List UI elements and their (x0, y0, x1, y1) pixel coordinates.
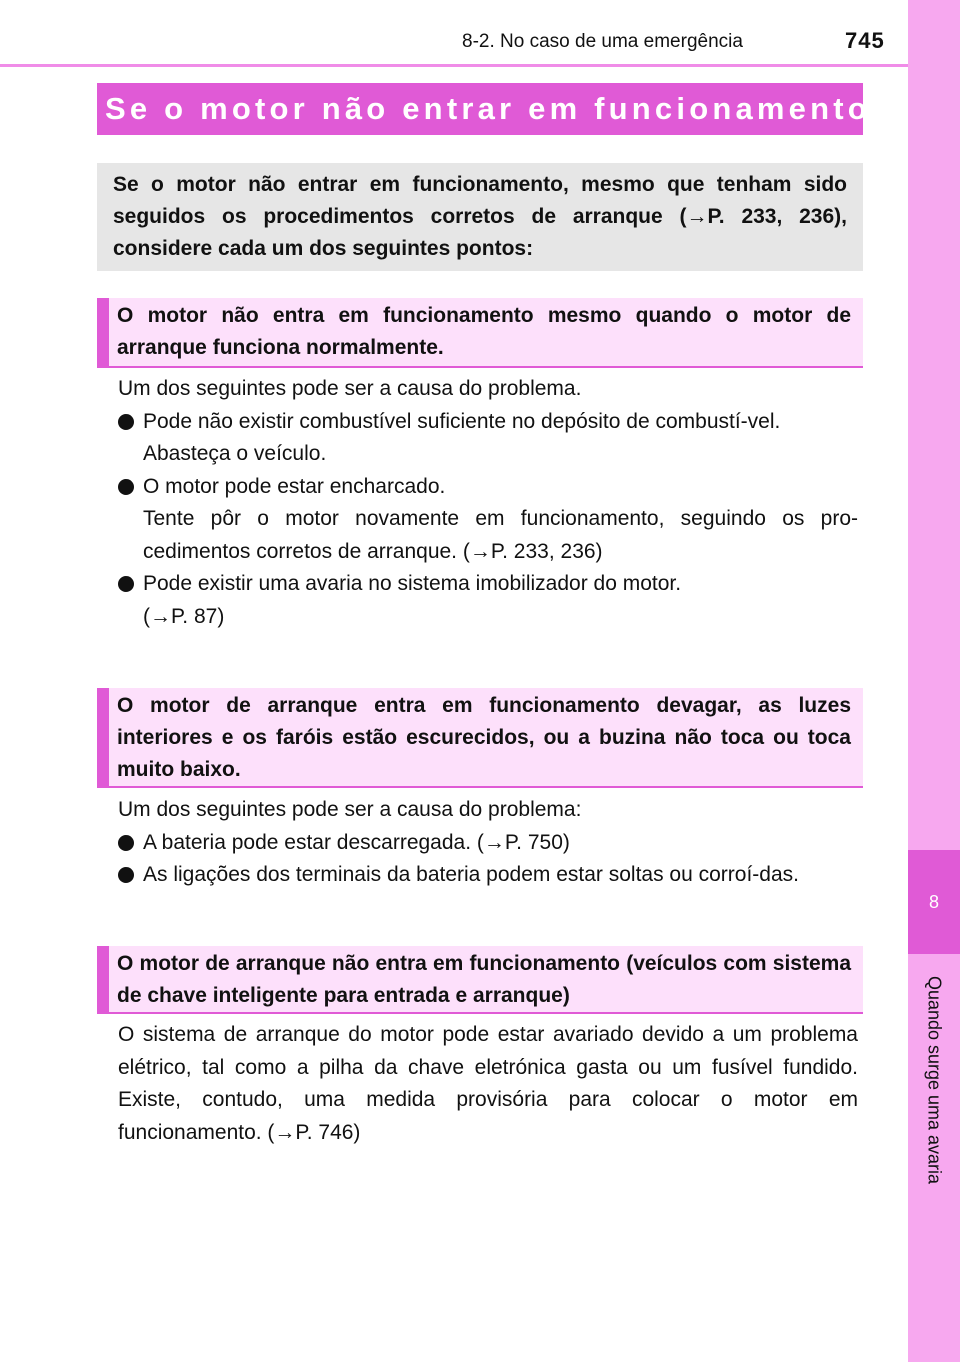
header-divider (0, 64, 908, 67)
bullet-icon (118, 576, 134, 592)
section-2-heading: O motor de arranque entra em funcionamento devagar, as luzes interiores e os faróis estão escurecidos, ou a buzina não toca ou toca muito baixo. (97, 688, 863, 788)
list-item: A bateria pode estar descarregada. (→P. 750) (118, 827, 858, 860)
page-title: Se o motor não entrar em funcionamento (97, 83, 863, 135)
chapter-number-tab: 8 (908, 850, 960, 954)
section-3-paragraph: O sistema de arranque do motor pode estar avariado devido a um problema elétrico, tal como a pilha da chave eletrónica gasta ou um fusível fundido. Existe, contudo, uma medida provisória para colocar o motor em funcionamento. (→P. 746) (118, 1023, 858, 1144)
section-3-heading: O motor de arranque não entra em funcionamento (veículos com sistema de chave inteligente para entrada e arranque) (97, 946, 863, 1014)
bullet-icon (118, 479, 134, 495)
chapter-label: Quando surge uma avaria (924, 975, 945, 1185)
list-item: O motor pode estar encharcado. Tente pôr o motor novamente em funcionamento, seguindo os pro-cedimentos corretos de arranque. (→P. 233, 236) (118, 471, 858, 569)
section-1-body (118, 373, 858, 633)
bullet-icon (118, 835, 134, 851)
bullet-icon (118, 867, 134, 883)
section-3-body (118, 1019, 858, 1149)
section-2-body (118, 794, 858, 892)
section-1-heading: O motor não entra em funcionamento mesmo quando o motor de arranque funciona normalmente. (97, 298, 863, 368)
list-item: As ligações dos terminais da bateria podem estar soltas ou corroí-das. (118, 859, 858, 892)
section-1-lead: Um dos seguintes pode ser a causa do problema. (118, 377, 582, 400)
section-2-lead: Um dos seguintes pode ser a causa do problema: (118, 798, 582, 821)
page-number: 745 (845, 28, 885, 53)
list-item: Pode existir uma avaria no sistema imobilizador do motor. (→P. 87) (118, 568, 858, 633)
bullet-icon (118, 414, 134, 430)
intro-box: Se o motor não entrar em funcionamento, mesmo que tenham sido seguidos os procedimentos corretos de arranque (→P. 233, 236), considere cada um dos seguintes pontos: (97, 163, 863, 271)
section-header: 8-2. No caso de uma emergência (462, 31, 743, 52)
list-item: Pode não existir combustível suficiente no depósito de combustí-vel. Abasteça o veículo. (118, 406, 858, 471)
